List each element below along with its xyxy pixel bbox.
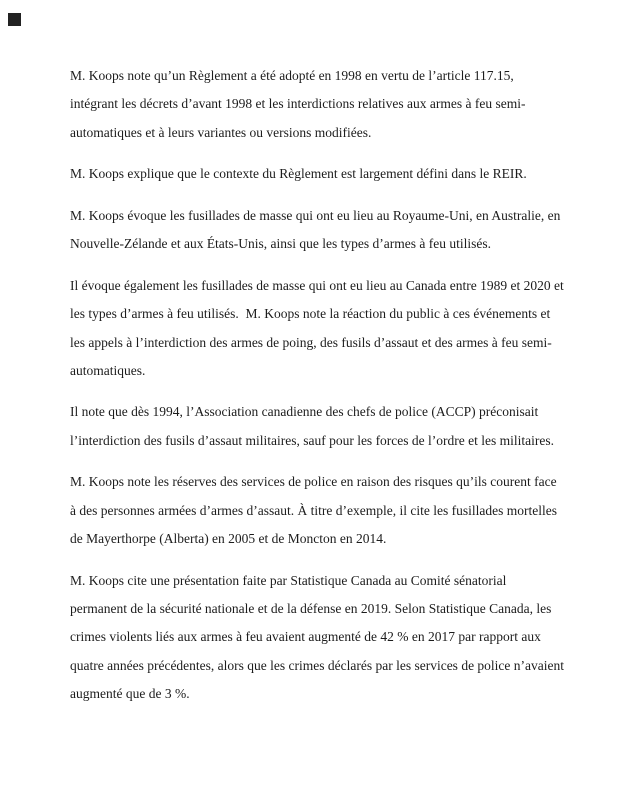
text-line: automatiques. xyxy=(70,362,146,378)
text-line: Il note que dès 1994, l’Association canadienne des chefs de police (ACCP) préconisait xyxy=(70,404,539,420)
paragraph-statistique-canada xyxy=(70,567,600,709)
text-line: automatiques et à leurs variantes ou versions modifiées. xyxy=(70,124,372,140)
text-block xyxy=(70,62,600,708)
text-line: M. Koops note les réserves des services de police en raison des risques qu’ils courent face xyxy=(70,474,557,490)
paragraph-fusillades-canada xyxy=(70,272,600,385)
paragraph-reglement-1998 xyxy=(70,62,600,147)
text-line: M. Koops explique que le contexte du Règlement est largement défini dans le REIR. xyxy=(70,166,527,182)
text-line: quatre années précédentes, alors que les crimes déclarés par les services de police n’avaient xyxy=(70,657,565,673)
text-line: de Mayerthorpe (Alberta) en 2005 et de Moncton en 2014. xyxy=(70,531,387,547)
text-line: Il évoque également les fusillades de masse qui ont eu lieu au Canada entre 1989 et 2020 et xyxy=(70,277,564,293)
text-line: intégrant les décrets d’avant 1998 et les interdictions relatives aux armes à feu semi- xyxy=(70,96,526,112)
text-line: M. Koops évoque les fusillades de masse qui ont eu lieu au Royaume-Uni, en Australie, en xyxy=(70,207,561,223)
text-line: M. Koops cite une présentation faite par Statistique Canada au Comité sénatorial xyxy=(70,572,507,588)
text-line: Nouvelle-Zélande et aux États-Unis, ainsi que les types d’armes à feu utilisés. xyxy=(70,236,491,252)
text-line: permanent de la sécurité nationale et de la défense en 2019. Selon Statistique Canada, les xyxy=(70,601,552,617)
text-line: crimes violents liés aux armes à feu avaient augmenté de 42 % en 2017 par rapport aux xyxy=(70,629,541,645)
text-line: M. Koops note qu’un Règlement a été adopté en 1998 en vertu de l’article 117.15, xyxy=(70,68,514,83)
paragraph-fusillades-etranger xyxy=(70,202,600,259)
paragraph-reserves-police xyxy=(70,468,600,553)
text-line: l’interdiction des fusils d’assaut militaires, sauf pour les forces de l’ordre et les militaires. xyxy=(70,432,554,448)
text-line: augmenté que de 3 %. xyxy=(70,686,190,702)
text-line: à des personnes armées d’armes d’assaut. À titre d’exemple, il cite les fusillades mortelles xyxy=(70,502,557,518)
text-line: les appels à l’interdiction des armes de poing, des fusils d’assaut et des armes à feu semi- xyxy=(70,334,552,350)
page-corner-mark xyxy=(8,13,21,26)
paragraph-contexte-reir xyxy=(70,160,600,188)
paragraph-accp-1994 xyxy=(70,398,600,455)
text-line: les types d’armes à feu utilisés. M. Koops note la réaction du public à ces événements et xyxy=(70,306,551,322)
